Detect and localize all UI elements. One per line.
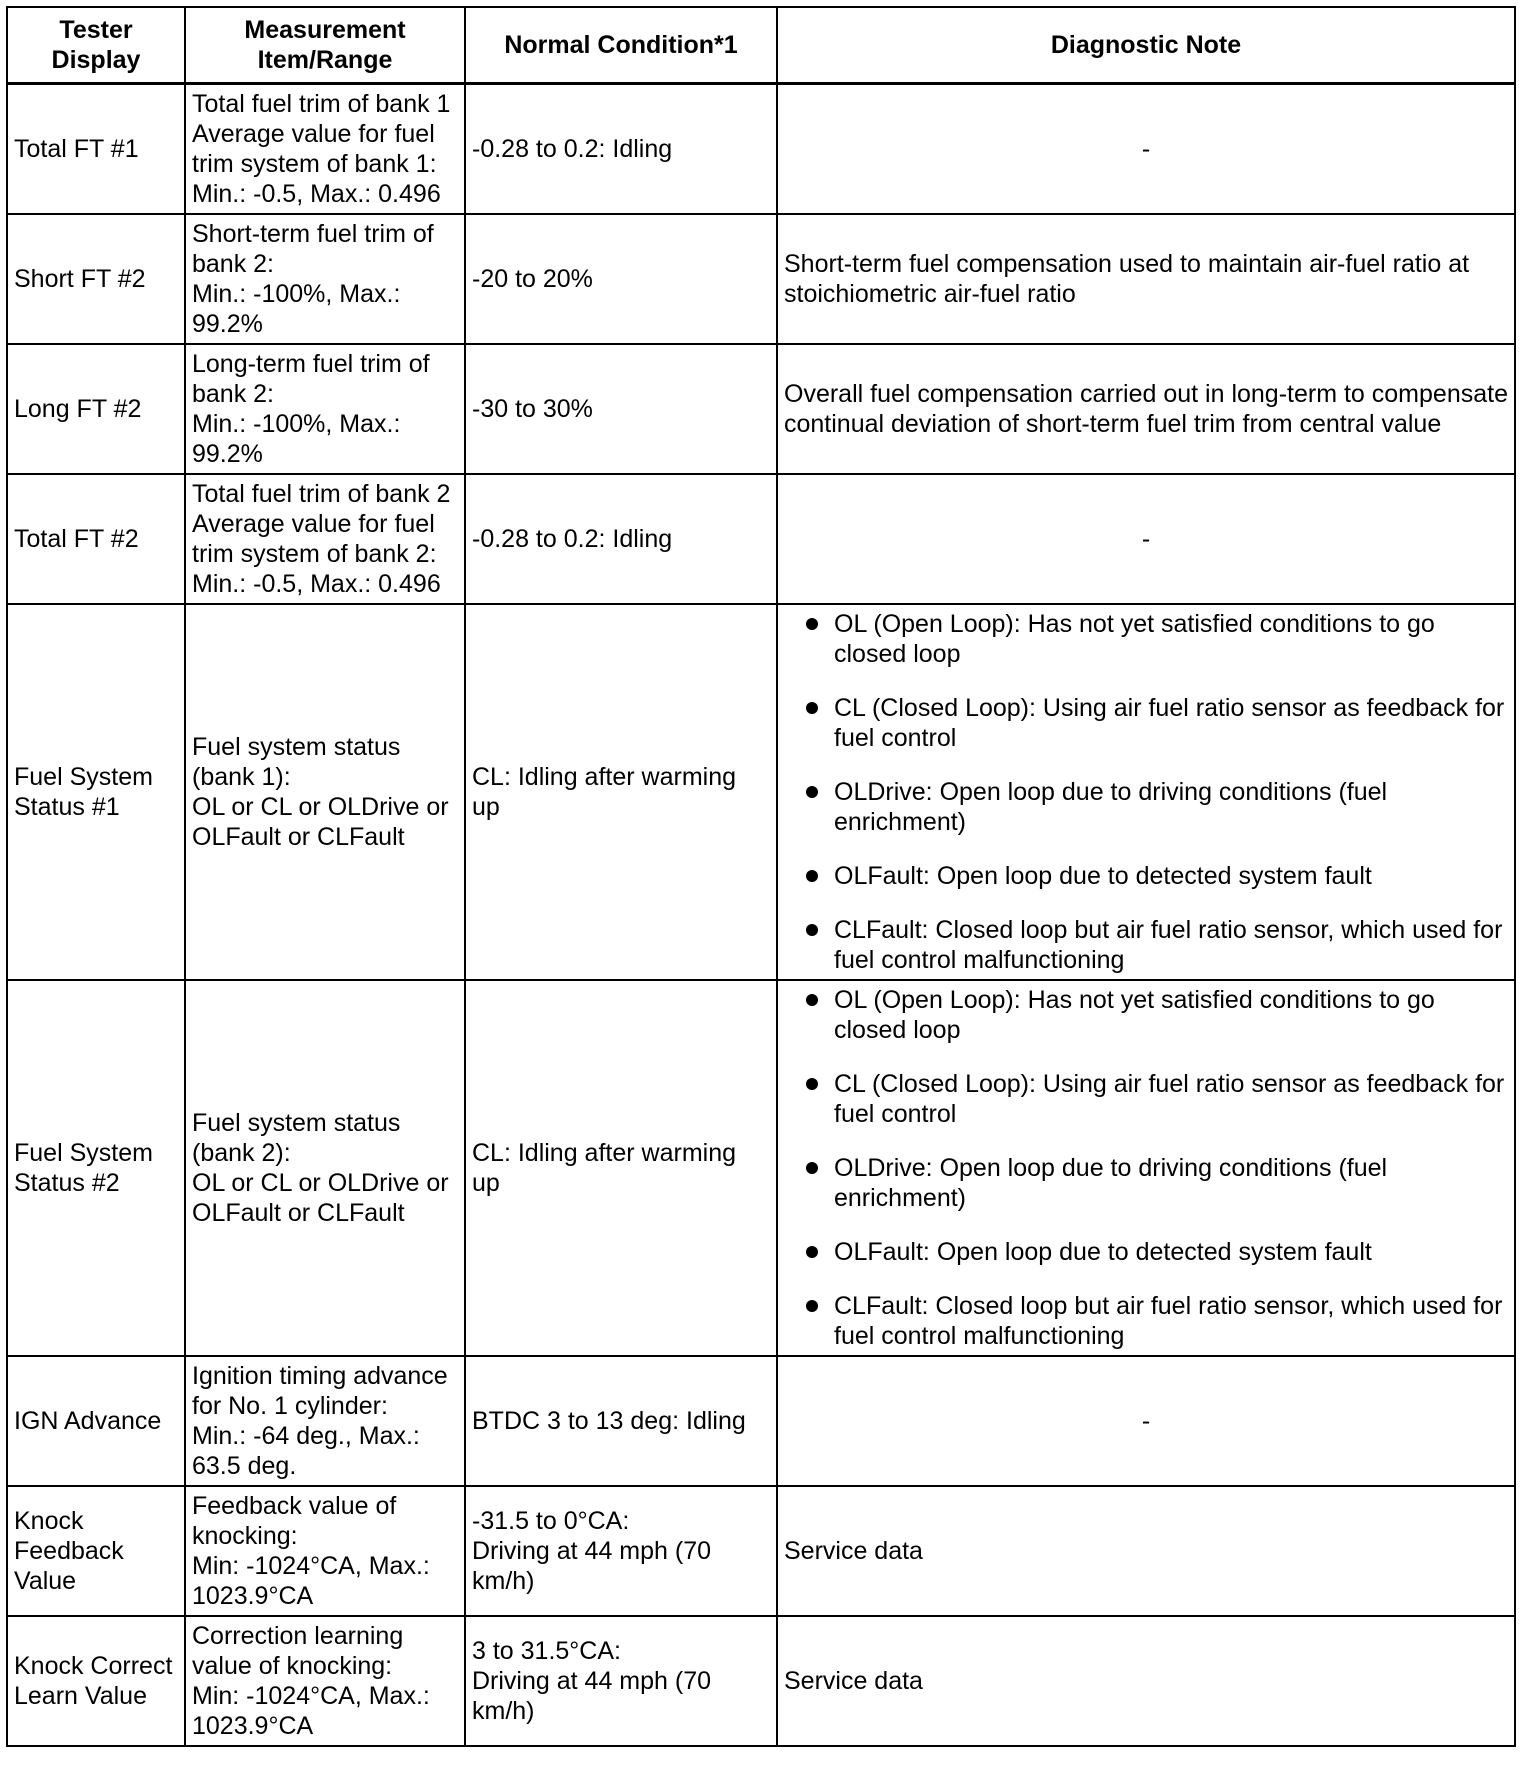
normal-condition-cell: BTDC 3 to 13 deg: Idling (465, 1356, 777, 1486)
normal-condition-cell: -0.28 to 0.2: Idling (465, 474, 777, 604)
bullet-text: OLFault: Open loop due to detected system fault (834, 862, 1372, 890)
list-item (804, 861, 1508, 891)
diagnostic-data-sheet (6, 6, 1514, 1747)
list-item (804, 1291, 1508, 1351)
measurement-cell: Short-term fuel trim of bank 2: Min.: -100%, Max.: 99.2% (185, 214, 465, 344)
measurement-cell: Long-term fuel trim of bank 2: Min.: -100%, Max.: 99.2% (185, 344, 465, 474)
normal-condition-cell: -20 to 20% (465, 214, 777, 344)
tester-display-cell: Short FT #2 (7, 214, 185, 344)
table-row (7, 1486, 1515, 1616)
tester-display-cell: Total FT #1 (7, 84, 185, 215)
data-list-table (6, 6, 1516, 1747)
fuel-status-bullet-list (784, 609, 1508, 975)
diagnostic-note-cell: Overall fuel compensation carried out in long-term to compensate continual deviation of short-term fuel trim from central value (777, 344, 1515, 474)
tester-display-cell: Fuel System Status #2 (7, 980, 185, 1356)
list-item (804, 1237, 1508, 1267)
normal-condition-cell: -0.28 to 0.2: Idling (465, 84, 777, 215)
diagnostic-note-cell (777, 604, 1515, 980)
table-row (7, 980, 1515, 1356)
list-item (804, 777, 1508, 837)
normal-condition-cell: -31.5 to 0°CA: Driving at 44 mph (70 km/h) (465, 1486, 777, 1616)
bullet-icon (806, 1078, 818, 1090)
normal-condition-cell: 3 to 31.5°CA: Driving at 44 mph (70 km/h) (465, 1616, 777, 1746)
list-item (804, 693, 1508, 753)
bullet-text: OL (Open Loop): Has not yet satisfied conditions to go closed loop (834, 610, 1435, 668)
measurement-cell: Fuel system status (bank 1): OL or CL or OLDrive or OLFault or CLFault (185, 604, 465, 980)
list-item (804, 915, 1508, 975)
bullet-text: CLFault: Closed loop but air fuel ratio sensor, which used for fuel control malfunctioning (834, 1292, 1503, 1350)
measurement-cell: Fuel system status (bank 2): OL or CL or OLDrive or OLFault or CLFault (185, 980, 465, 1356)
table-row (7, 1356, 1515, 1486)
diagnostic-note-cell: - (777, 474, 1515, 604)
header-diagnostic-note: Diagnostic Note (777, 7, 1515, 84)
list-item (804, 609, 1508, 669)
tester-display-cell: Knock Correct Learn Value (7, 1616, 185, 1746)
bullet-text: CL (Closed Loop): Using air fuel ratio sensor as feedback for fuel control (834, 1070, 1505, 1128)
diagnostic-note-cell (777, 980, 1515, 1356)
tester-display-cell: IGN Advance (7, 1356, 185, 1486)
diagnostic-note-cell: Service data (777, 1486, 1515, 1616)
bullet-text: OLDrive: Open loop due to driving conditions (fuel enrichment) (834, 1154, 1388, 1212)
table-row (7, 604, 1515, 980)
table-row (7, 474, 1515, 604)
list-item (804, 985, 1508, 1045)
measurement-cell: Total fuel trim of bank 1 Average value for fuel trim system of bank 1: Min.: -0.5, Max.: 0.496 (185, 84, 465, 215)
fuel-status-bullet-list (784, 985, 1508, 1351)
diagnostic-note-cell: Short-term fuel compensation used to maintain air-fuel ratio at stoichiometric air-fuel ratio (777, 214, 1515, 344)
list-item (804, 1153, 1508, 1213)
bullet-icon (806, 924, 818, 936)
normal-condition-cell: -30 to 30% (465, 344, 777, 474)
bullet-icon (806, 618, 818, 630)
bullet-text: OLFault: Open loop due to detected system fault (834, 1238, 1372, 1266)
bullet-icon (806, 1246, 818, 1258)
table-row (7, 214, 1515, 344)
header-normal-condition: Normal Condition*1 (465, 7, 777, 84)
header-measurement: Measurement Item/Range (185, 7, 465, 84)
bullet-icon (806, 1162, 818, 1174)
header-tester-display: Tester Display (7, 7, 185, 84)
tester-display-cell: Total FT #2 (7, 474, 185, 604)
measurement-cell: Total fuel trim of bank 2 Average value for fuel trim system of bank 2: Min.: -0.5, Max.: 0.496 (185, 474, 465, 604)
diagnostic-note-cell: - (777, 84, 1515, 215)
list-item (804, 1069, 1508, 1129)
bullet-icon (806, 786, 818, 798)
bullet-icon (806, 1300, 818, 1312)
bullet-text: OL (Open Loop): Has not yet satisfied conditions to go closed loop (834, 986, 1435, 1044)
table-header-row (7, 7, 1515, 84)
table-row (7, 84, 1515, 215)
measurement-cell: Feedback value of knocking: Min: -1024°CA, Max.: 1023.9°CA (185, 1486, 465, 1616)
tester-display-cell: Fuel System Status #1 (7, 604, 185, 980)
bullet-icon (806, 994, 818, 1006)
bullet-text: CL (Closed Loop): Using air fuel ratio sensor as feedback for fuel control (834, 694, 1505, 752)
tester-display-cell: Knock Feedback Value (7, 1486, 185, 1616)
diagnostic-note-cell: Service data (777, 1616, 1515, 1746)
table-row (7, 1616, 1515, 1746)
tester-display-cell: Long FT #2 (7, 344, 185, 474)
diagnostic-note-cell: - (777, 1356, 1515, 1486)
normal-condition-cell: CL: Idling after warming up (465, 980, 777, 1356)
table-row (7, 344, 1515, 474)
bullet-icon (806, 870, 818, 882)
bullet-text: OLDrive: Open loop due to driving conditions (fuel enrichment) (834, 778, 1388, 836)
bullet-icon (806, 702, 818, 714)
normal-condition-cell: CL: Idling after warming up (465, 604, 777, 980)
measurement-cell: Correction learning value of knocking: Min: -1024°CA, Max.: 1023.9°CA (185, 1616, 465, 1746)
measurement-cell: Ignition timing advance for No. 1 cylinder: Min.: -64 deg., Max.: 63.5 deg. (185, 1356, 465, 1486)
bullet-text: CLFault: Closed loop but air fuel ratio sensor, which used for fuel control malfunctioning (834, 916, 1503, 974)
